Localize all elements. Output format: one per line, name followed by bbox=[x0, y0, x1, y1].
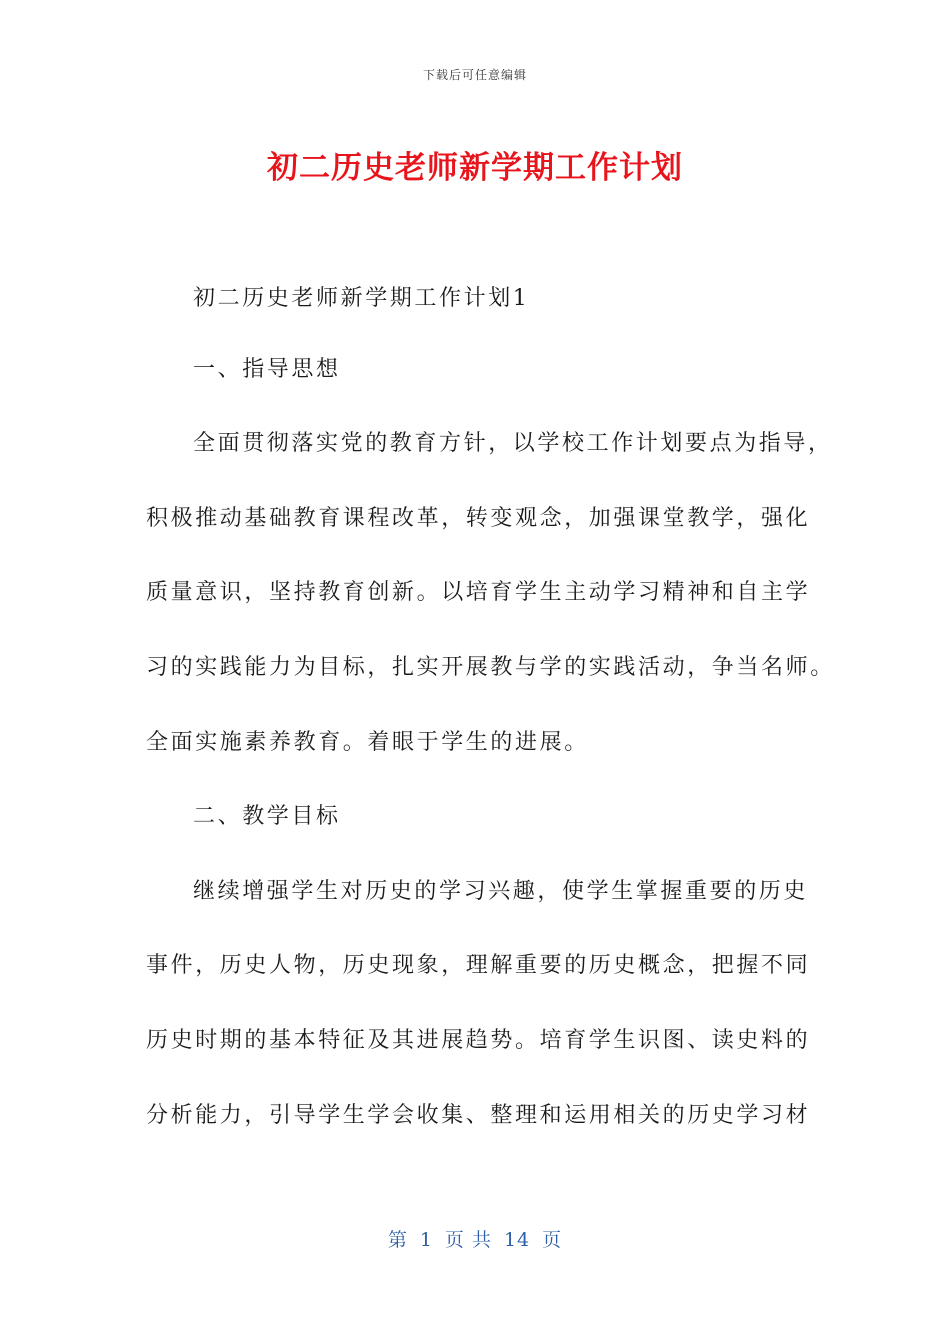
footer-prefix: 第 bbox=[387, 1229, 408, 1251]
document-title: 初二历史老师新学期工作计划 bbox=[267, 150, 683, 186]
paragraph-line: 分析能力，引导学生学会收集、整理和运用相关的历史学习材 bbox=[146, 1103, 811, 1128]
paragraph-line: 历史时期的基本特征及其进展趋势。培育学生识图、读史料的 bbox=[146, 1028, 811, 1053]
footer-page-number: 1 bbox=[419, 1229, 433, 1251]
paragraph-line: 积极推动基础教育课程改革，转变观念，加强课堂教学，强化 bbox=[146, 506, 811, 531]
paragraph-line: 继续增强学生对历史的学习兴趣，使学生掌握重要的历史 bbox=[193, 879, 809, 904]
paragraph-line: 质量意识，坚持教育创新。以培育学生主动学习精神和自主学 bbox=[146, 580, 811, 605]
paragraph-line: 习的实践能力为目标，扎实开展教与学的实践活动，争当名师。 bbox=[146, 655, 835, 680]
paragraph-line: 事件，历史人物，历史现象，理解重要的历史概念，把握不同 bbox=[146, 953, 811, 978]
subsection-heading: 二、教学目标 bbox=[193, 804, 341, 829]
page-footer bbox=[0, 1225, 950, 1252]
paragraph-line: 全面贯彻落实党的教育方针，以学校工作计划要点为指导， bbox=[193, 431, 833, 456]
footer-middle: 页 共 bbox=[444, 1229, 492, 1251]
footer-total-pages: 14 bbox=[503, 1229, 531, 1251]
paragraph-line: 全面实施素养教育。着眼于学生的进展。 bbox=[146, 730, 589, 755]
header-note: 下载后可任意编辑 bbox=[422, 68, 527, 82]
footer-suffix: 页 bbox=[542, 1229, 563, 1251]
section-heading: 初二历史老师新学期工作计划1 bbox=[193, 286, 530, 311]
subsection-heading: 一、指导思想 bbox=[193, 357, 341, 382]
